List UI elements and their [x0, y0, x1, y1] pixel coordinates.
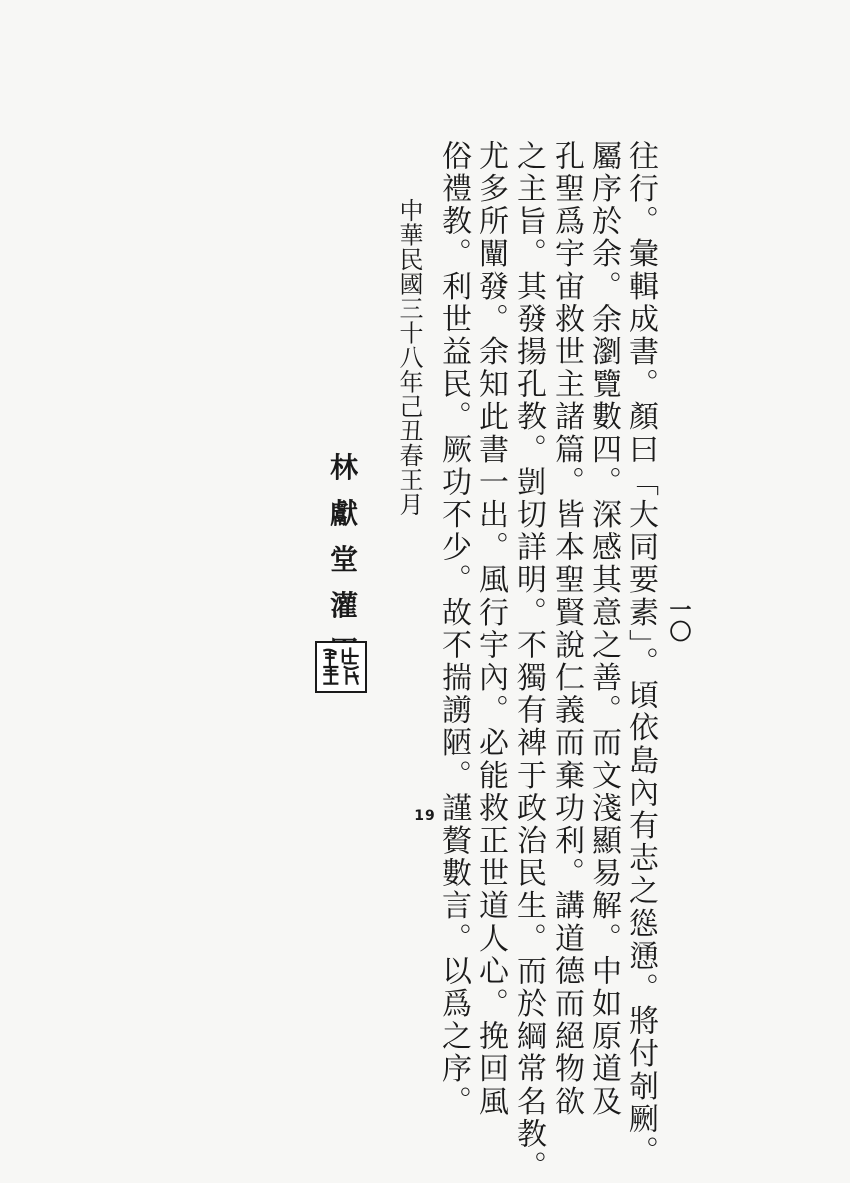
text-column: 之主旨。其發揚孔教。剴切詳明。不獨有裨于政治民生。而於綱常名教。 — [511, 140, 546, 1183]
page-marker: 一〇 — [666, 598, 692, 642]
page-number: 19 — [414, 808, 436, 824]
signature-char: 堂 — [329, 543, 358, 576]
text-column: 孔聖爲宇宙救世主諸篇。皆本聖賢說仁義而棄功利。講道德而絕物欲 — [549, 140, 584, 1118]
signature-char: 灌 — [329, 589, 358, 622]
signature-char: 林 — [329, 451, 358, 484]
date-line: 中華民國三十八年己丑春王月 — [395, 198, 423, 517]
text-column: 俗禮教。利世益民。厥功不少。故不揣謭陋。謹贅數言。以爲之序。 — [436, 140, 471, 1118]
signature-char: 獻 — [329, 497, 358, 530]
seal-stamp — [315, 641, 367, 693]
text-column: 往行。彙輯成書。顏曰「大同要素」。頃依島內有志之慫慂。將付剞劂。 — [623, 140, 658, 1169]
text-column: 尤多所闡發。余知此書一出。風行宇內。必能救正世道人心。挽回風 — [473, 140, 508, 1118]
seal-icon — [317, 643, 365, 691]
text-column: 屬序於余。余瀏覽數四。深感其意之善。而文淺顯易解。中如原道及 — [586, 140, 621, 1118]
